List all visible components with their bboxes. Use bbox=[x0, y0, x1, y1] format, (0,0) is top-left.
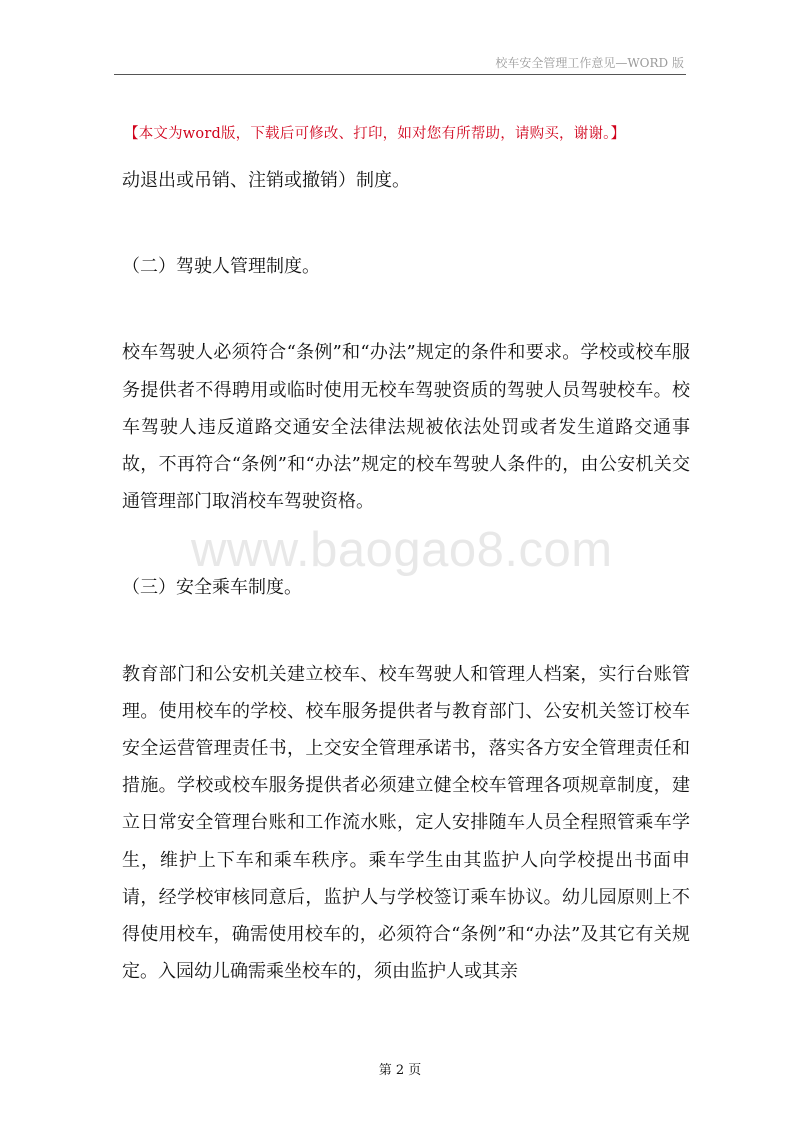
document-body bbox=[122, 162, 690, 990]
section-heading-safe-riding: （三）安全乘车制度。 bbox=[122, 577, 302, 599]
page-number: 第 2 页 bbox=[378, 1063, 422, 1078]
watermark: www.baogao8.com bbox=[191, 523, 613, 577]
paragraph-continuation: 动退出或吊销、注销或撤销）制度。 bbox=[122, 170, 410, 191]
section-heading-driver: （二）驾驶人管理制度。 bbox=[122, 256, 320, 278]
header-divider bbox=[114, 74, 686, 75]
purchase-notice: 【本文为word版，下载后可修改、打印，如对您有所帮助，请购买，谢谢。】 bbox=[124, 126, 626, 142]
paragraph-driver-rules: 校车驾驶人必须符合“条例”和“办法”规定的条件和要求。学校或校车服务提供者不得聘用或临时使用无校车驾驶资质的驾驶人员驾驶校车。校车驾驶人违反道路交通安全法律法规被依法处罚或者发生道路交通事故，不再符合“条例”和“办法”规定的校车驾驶人条件的，由公安机关交通管理部门取消校车驾驶资格。 bbox=[122, 342, 690, 513]
paragraph-safe-riding: 教育部门和公安机关建立校车、校车驾驶人和管理人档案，实行台账管理。使用校车的学校、校车服务提供者与教育部门、公安机关签订校车安全运营管理责任书，上交安全管理承诺书，落实各方安全管理责任和措施。学校或校车服务提供者必须建立健全校车管理各项规章制度，建立日常安全管理台账和工作流水账，定人安排随车人员全程照管乘车学生，维护上下车和乘车秩序。乘车学生由其监护人向学校提出书面申请，经学校审核同意后，监护人与学校签订乘车协议。幼儿园原则上不得使用校车，确需使用校车的，必须符合“条例”和“办法”及其它有关规定。入园幼儿确需乘坐校车的，须由监护人或其亲 bbox=[122, 663, 690, 983]
page-header-title: 校车安全管理工作意见—WORD 版 bbox=[495, 56, 684, 70]
